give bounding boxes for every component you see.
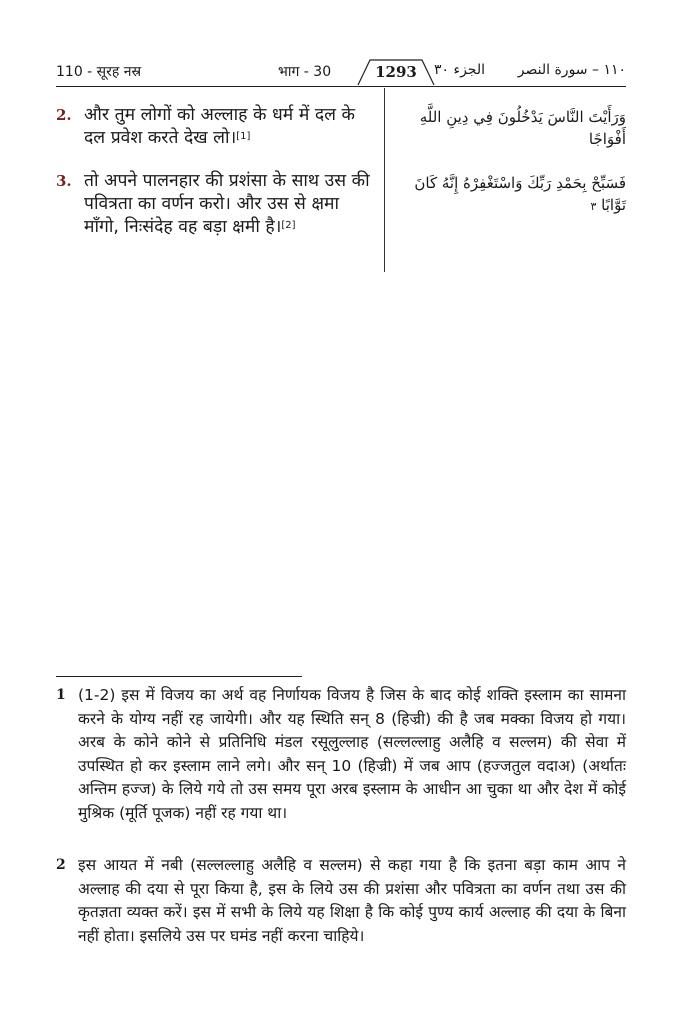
verse-end-marker: ٣ xyxy=(590,200,597,213)
column-divider xyxy=(384,88,385,272)
arabic-verse-text: فَسَبِّحْ بِحَمْدِ رَبِّكَ وَاسْتَغْفِرْهُ إِنَّهُ كَانَ تَوَّابًا xyxy=(414,174,626,214)
arabic-verse-3 xyxy=(400,172,626,218)
footnote-ref[interactable]: [2] xyxy=(281,220,296,231)
header-part-number: भाग - 30 xyxy=(278,64,332,80)
page-number: 1293 xyxy=(375,63,417,81)
page-header xyxy=(56,58,626,86)
footnote-ref[interactable]: [1] xyxy=(236,131,251,142)
verse-text: तो अपने पालनहार की प्रशंसा के साथ उस की पवित्रता का वर्णन करो। और उस से क्षमा माँगो, निःसंदेह वह बड़ा क्षमी है। xyxy=(84,171,370,237)
footnote-number: 1 xyxy=(56,687,66,703)
footnote-text: (1-2) इस में विजय का अर्थ वह निर्णायक विजय है जिस के बाद कोई शक्ति इस्लाम का सामना करने के योग्य नहीं रह जायेगी। और यह स्थिति सन् 8 (हिज्री) की है जब मक्का विजय हो गया। अरब के कोने कोने से प्रतिनिधि मंडल रसूलुल्लाह (सल्लल्लाहु अलैहि व सल्लम) की सेवा में उपस्थित हो कर इस्लाम लाने लगे। और सन् 10 (हिज्री) में जब आप (हज्जतुल वदाअ) (अर्थातः अन्तिम हज्ज) के लिये गये तो उस समय पूरा अरब इस्लाम के आधीन आ चुका था और देश में कोई मुश्रिक (मूर्ति पूजक) नहीं रह गया था। xyxy=(78,686,626,822)
header-surah-name: 110 - सूरह नस्र xyxy=(56,64,142,80)
footnote-text: इस आयत में नबी (सल्लल्लाहु अलैहि व सल्लम) से कहा गया है कि इतना बड़ा काम आप ने अल्लाह की दया से पूरा किया है, इस के लिये उस की प्रशंसा और पवित्रता का वर्णन तथा उस की कृतज्ञता व्यक्त करें। इस में सभी के लिये यह शिक्षा है कि कोई पुण्य कार्य अल्लाह की दया के बिना नहीं होता। इसलिये उस पर घमंड नहीं करना चाहिये। xyxy=(78,856,626,945)
page-number-badge xyxy=(356,58,436,86)
header-arabic-surah: ١١٠ – سورة النصر xyxy=(517,62,626,78)
arabic-verse-2: وَرَأَيْتَ النَّاسَ يَدْخُلُونَ فِي دِينِ اللَّهِ أَفْوَاجًا xyxy=(419,108,626,148)
verse-3 xyxy=(56,170,378,266)
verse-number: 3. xyxy=(56,172,72,190)
header-arabic-juz: الجزء ٣٠ xyxy=(434,62,485,78)
verse-number: 2. xyxy=(56,106,72,124)
verse-2 xyxy=(56,104,378,152)
footnote-divider xyxy=(56,676,302,677)
footnote-number: 2 xyxy=(56,857,66,873)
header-divider xyxy=(56,86,626,87)
verse-text: और तुम लोगों को अल्लाह के धर्म में दल के दल प्रवेश करते देख लो। xyxy=(84,105,356,148)
